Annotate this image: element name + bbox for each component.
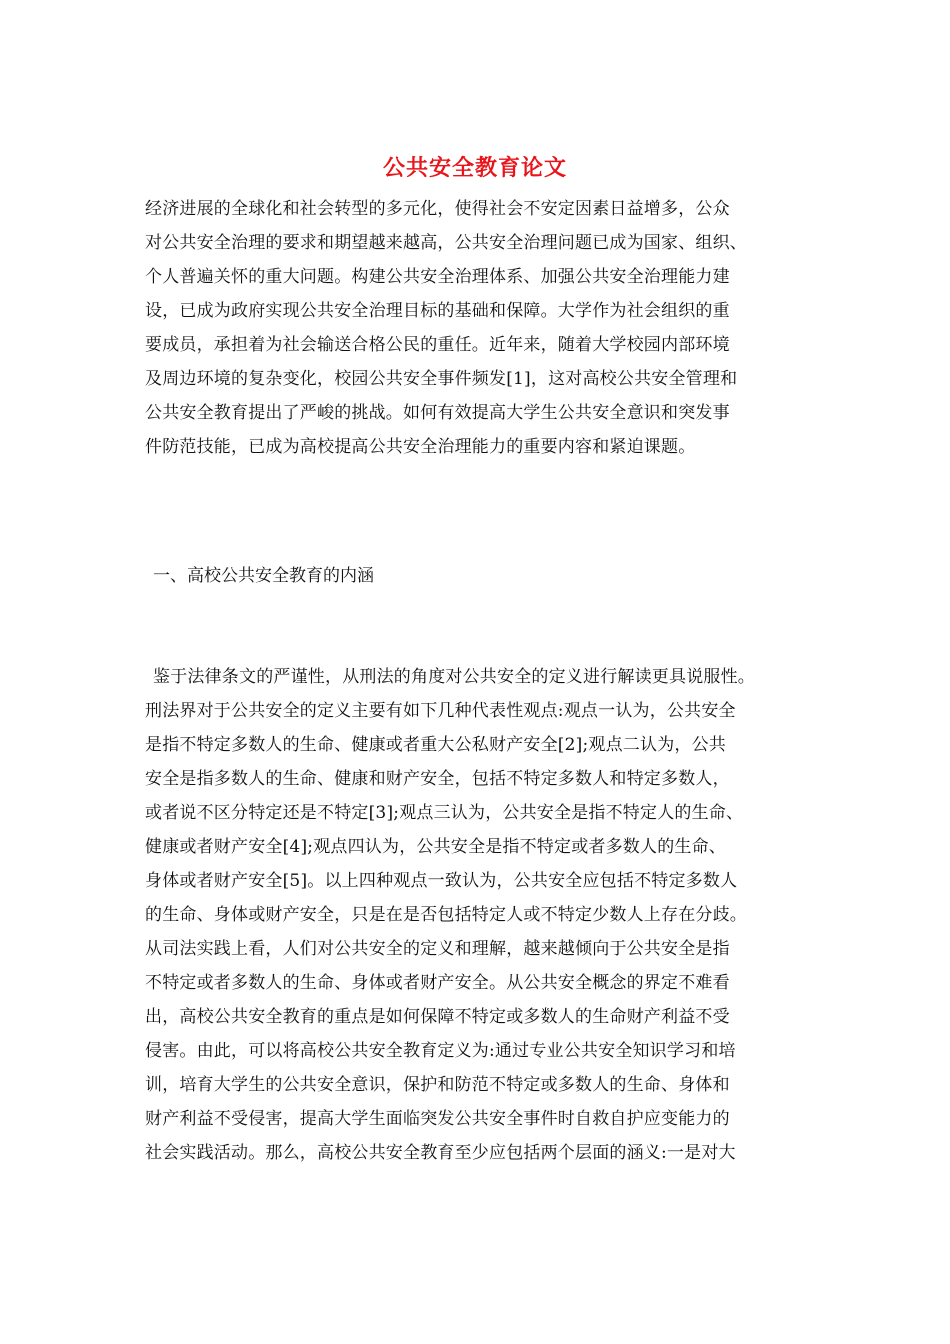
body-line: 训，培育大学生的公共安全意识，保护和防范不特定或多数人的生命、身体和	[145, 1075, 730, 1095]
body-line: 身体或者财产安全[5]。以上四种观点一致认为，公共安全应包括不特定多数人	[145, 871, 738, 891]
intro-line: 公共安全教育提出了严峻的挑战。如何有效提高大学生公共安全意识和突发事	[145, 403, 730, 423]
intro-line: 设，已成为政府实现公共安全治理目标的基础和保障。大学作为社会组织的重	[145, 301, 730, 321]
body-line: 的生命、身体或财产安全，只是在是否包括特定人或不特定少数人上存在分歧。	[145, 905, 747, 925]
intro-line: 对公共安全治理的要求和期望越来越高，公共安全治理问题已成为国家、组织、	[145, 233, 747, 253]
body-line: 从司法实践上看，人们对公共安全的定义和理解，越来越倾向于公共安全是指	[145, 939, 730, 959]
intro-line: 及周边环境的复杂变化，校园公共安全事件频发[1]，这对高校公共安全管理和	[145, 369, 738, 389]
body-line: 是指不特定多数人的生命、健康或者重大公私财产安全[2];观点二认为，公共	[145, 735, 727, 755]
body-line: 不特定或者多数人的生命、身体或者财产安全。从公共安全概念的界定不难看	[145, 973, 730, 993]
intro-line: 个人普遍关怀的重大问题。构建公共安全治理体系、加强公共安全治理能力建	[145, 267, 730, 287]
document-title: 公共安全教育论文	[382, 155, 567, 181]
section-heading: 一、高校公共安全教育的内涵	[153, 566, 374, 586]
body-line: 出，高校公共安全教育的重点是如何保障不特定或多数人的生命财产利益不受	[145, 1007, 730, 1027]
body-paragraph	[145, 660, 825, 1170]
body-line: 鉴于法律条文的严谨性，从刑法的角度对公共安全的定义进行解读更具说服性。	[153, 667, 755, 687]
body-line: 安全是指多数人的生命、健康和财产安全，包括不特定多数人和特定多数人，	[145, 769, 730, 789]
body-line: 侵害。由此，可以将高校公共安全教育定义为:通过专业公共安全知识学习和培	[145, 1041, 736, 1061]
intro-paragraph	[145, 192, 825, 464]
body-line: 或者说不区分特定还是不特定[3];观点三认为，公共安全是指不特定人的生命、	[145, 803, 744, 823]
body-line: 刑法界对于公共安全的定义主要有如下几种代表性观点:观点一认为，公共安全	[145, 701, 736, 721]
body-line: 社会实践活动。那么，高校公共安全教育至少应包括两个层面的涵义:一是对大	[145, 1143, 736, 1163]
body-line: 健康或者财产安全[4];观点四认为，公共安全是指不特定或者多数人的生命、	[145, 837, 727, 857]
intro-line: 经济进展的全球化和社会转型的多元化，使得社会不安定因素日益增多，公众	[145, 199, 730, 219]
intro-line: 要成员，承担着为社会输送合格公民的重任。近年来，随着大学校园内部环境	[145, 335, 730, 355]
body-line: 财产利益不受侵害，提高大学生面临突发公共安全事件时自救自护应变能力的	[145, 1109, 730, 1129]
intro-line: 件防范技能，已成为高校提高公共安全治理能力的重要内容和紧迫课题。	[145, 437, 696, 457]
